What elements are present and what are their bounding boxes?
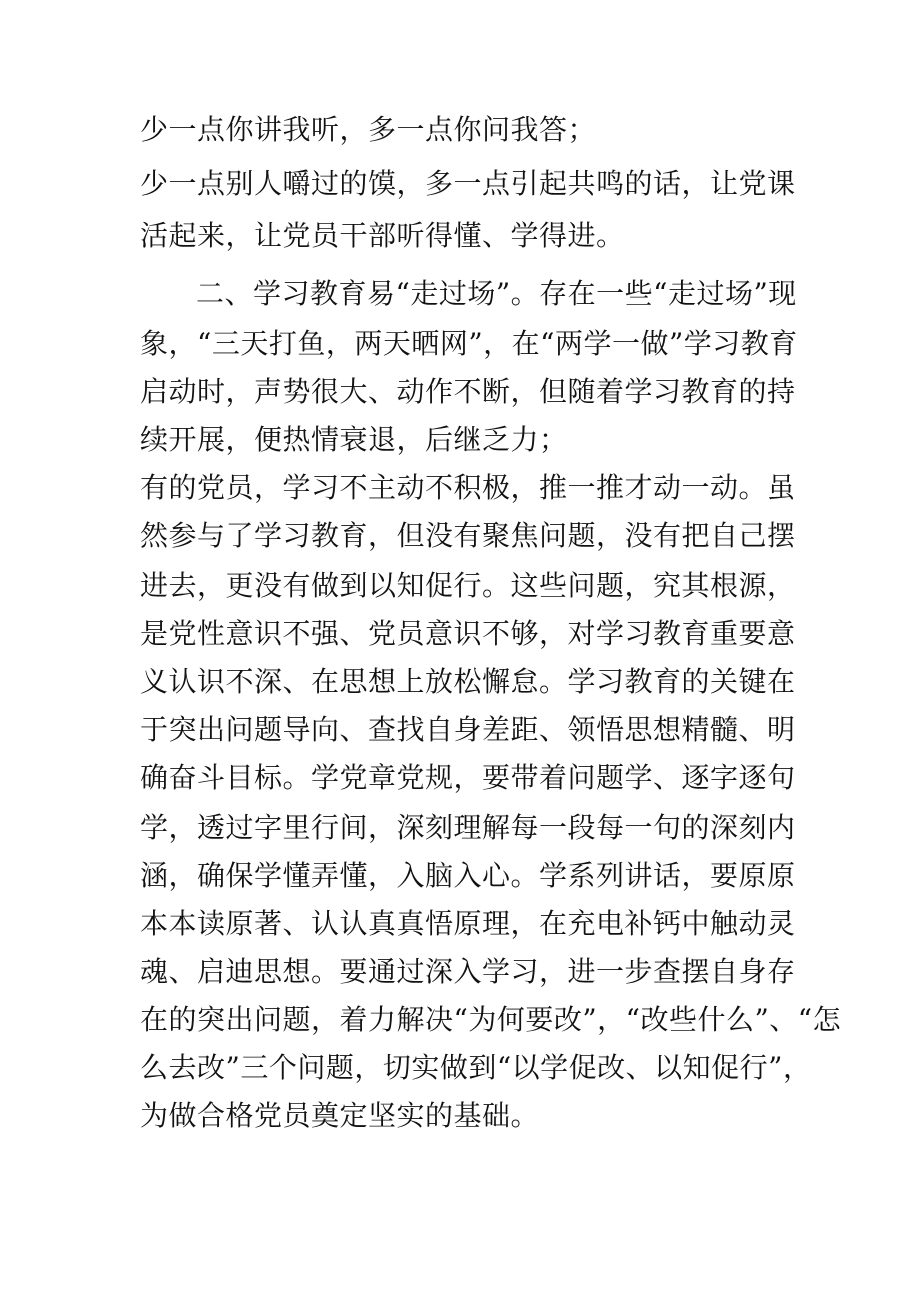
text-line: 少一点别人嚼过的馍，多一点引起共鸣的话，让党课: [140, 167, 796, 200]
text-line: 有的党员，学习不主动不积极，推一推才动一动。虽: [140, 471, 796, 504]
text-line: 续开展，便热情衰退，后继乏力；: [140, 423, 568, 456]
text-line: 为做合格党员奠定坚实的基础。: [140, 1099, 540, 1132]
text-line: 魂、启迪思想。要通过深入学习，进一步查摆自身存: [140, 955, 796, 988]
text-line: 在的突出问题，着力解决“为何要改”，“改些什么”、“怎: [140, 1003, 842, 1036]
text-line: 义认识不深、在思想上放松懈怠。学习教育的关键在: [140, 665, 796, 698]
text-line: 象，“三天打鱼，两天晒网”，在“两学一做”学习教育: [140, 327, 798, 360]
text-line: 学，透过字里行间，深刻理解每一段每一句的深刻内: [140, 811, 796, 844]
text-line: 活起来，让党员干部听得懂、学得进。: [140, 219, 625, 252]
text-line: 于突出问题导向、查找自身差距、领悟思想精髓、明: [140, 713, 796, 746]
text-line: 进去，更没有做到以知促行。这些问题，究其根源，: [140, 569, 796, 602]
text-line: 然参与了学习教育，但没有聚焦问题，没有把自己摆: [140, 519, 796, 552]
text-line: 确奋斗目标。学党章党规，要带着问题学、逐字逐句: [140, 761, 796, 794]
paragraph-heading-line: 二、学习教育易“走过场”。存在一些“走过场”现: [196, 277, 797, 310]
text-line: 涵，确保学懂弄懂，入脑入心。学系列讲话，要原原: [140, 859, 796, 892]
text-line: 本本读原著、认认真真悟原理，在充电补钙中触动灵: [140, 907, 796, 940]
text-line: 是党性意识不强、党员意识不够，对学习教育重要意: [140, 617, 796, 650]
text-line: 么去改”三个问题，切实做到“以学促改、以知促行”，: [140, 1051, 812, 1084]
text-line: 启动时，声势很大、动作不断，但随着学习教育的持: [140, 375, 796, 408]
text-line: 少一点你讲我听，多一点你问我答；: [140, 113, 597, 146]
